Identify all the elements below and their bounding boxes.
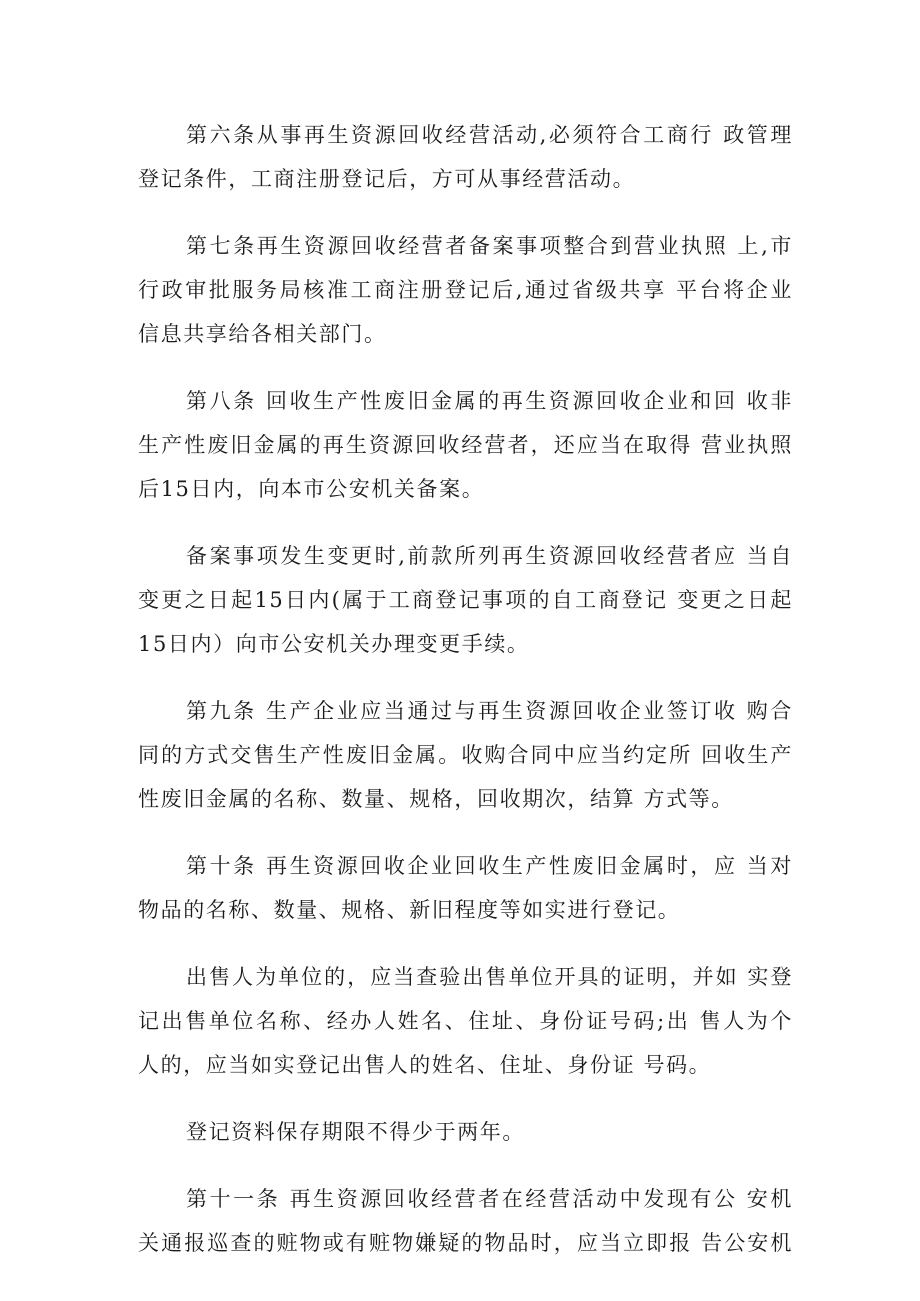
article-8-line-3: 后15日内，向本市公安机关备案。 (138, 477, 485, 501)
article-6-line-2: 登记条件，工商注册登记后，方可从事经营活动。 (138, 167, 636, 191)
article-8-line-2: 生产性废旧金属的再生资源回收经营者，还应当在取得 营业执照 (138, 433, 793, 457)
article-7-line-1: 第七条再生资源回收经营者备案事项整合到营业执照 上,市 (186, 234, 793, 258)
article-7-line-3: 信息共享给各相关部门。 (138, 322, 387, 346)
article-9-line-3: 性废旧金属的名称、数量、规格，回收期次，结算 方式等。 (138, 787, 734, 811)
record-retention-line: 登记资料保存期限不得少于两年。 (186, 1120, 525, 1144)
seller-unit-line-3: 人的，应当如实登记出售人的姓名、住址、身份证 号码。 (138, 1053, 712, 1077)
article-10-line-2: 物品的名称、数量、规格、新旧程度等如实进行登记。 (138, 898, 681, 922)
seller-unit-line-1: 出售人为单位的，应当查验出售单位开具的证明，并如 实登 (186, 965, 793, 989)
article-6-line-1: 第六条从事再生资源回收经营活动,必须符合工商行 政管理 (186, 123, 793, 147)
article-9-line-1: 第九条 生产企业应当通过与再生资源回收企业签订收 购合 (186, 699, 793, 723)
article-11-line-1: 第十一条 再生资源回收经营者在经营活动中发现有公 安机 (186, 1187, 793, 1211)
article-11-line-2: 关通报巡查的赃物或有赃物嫌疑的物品时，应当立即报 告公安机 (138, 1231, 793, 1255)
filing-change-line-2: 变更之日起15日内(属于工商登记事项的自工商登记 变更之日起 (138, 588, 793, 612)
filing-change-line-1: 备案事项发生变更时,前款所列再生资源回收经营者应 当自 (186, 544, 793, 568)
filing-change-line-3: 15日内）向市公安机关办理变更手续。 (138, 632, 530, 656)
article-7-line-2: 行政审批服务局核准工商注册登记后,通过省级共享 平台将企业 (138, 278, 793, 302)
seller-unit-line-2: 记出售单位名称、经办人姓名、住址、身份证号码;出 售人为个 (138, 1009, 793, 1033)
article-8-line-1: 第八条 回收生产性废旧金属的再生资源回收企业和回 收非 (186, 389, 793, 413)
article-10-line-1: 第十条 再生资源回收企业回收生产性废旧金属时，应 当对 (186, 854, 793, 878)
article-9-line-2: 同的方式交售生产性废旧金属。收购合同中应当约定所 回收生产 (138, 743, 793, 767)
